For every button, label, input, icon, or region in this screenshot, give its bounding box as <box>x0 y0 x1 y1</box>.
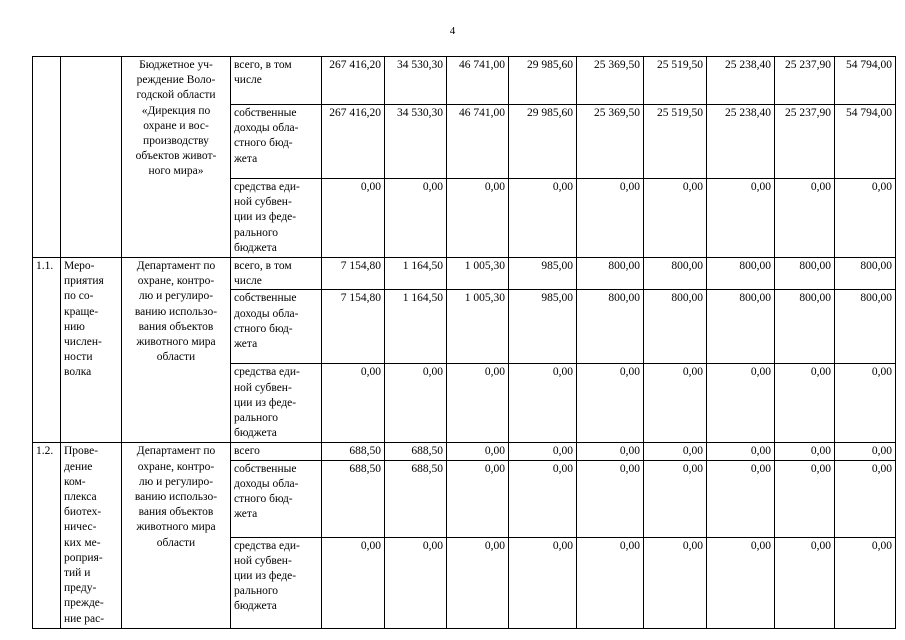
value-2020: 0,00 <box>775 537 835 628</box>
value-2015: 0,00 <box>447 443 509 460</box>
value-2017: 0,00 <box>577 179 644 258</box>
table-row <box>33 258 896 290</box>
value-2019: 0,00 <box>707 179 775 258</box>
value-2019: 0,00 <box>707 443 775 460</box>
table-row <box>33 443 896 460</box>
value-2020: 0,00 <box>775 460 835 537</box>
executor-name: Департамент по охране, контро- лю и регулиро- ванию использо- вания объектов животного мира области <box>122 258 231 443</box>
value-2014: 0,00 <box>385 537 447 628</box>
value-2020: 0,00 <box>775 179 835 258</box>
event-name <box>61 57 122 258</box>
value-total: 267 416,20 <box>322 57 385 105</box>
value-total: 0,00 <box>322 179 385 258</box>
value-2018: 25 519,50 <box>644 105 707 179</box>
value-2020: 800,00 <box>775 290 835 364</box>
value-2019: 0,00 <box>707 460 775 537</box>
value-2017: 800,00 <box>577 290 644 364</box>
value-total: 267 416,20 <box>322 105 385 179</box>
value-2014: 688,50 <box>385 443 447 460</box>
value-2019: 800,00 <box>707 258 775 290</box>
value-2016: 0,00 <box>509 364 577 443</box>
funding-source: всего, в том числе <box>231 57 322 105</box>
value-2018: 0,00 <box>644 460 707 537</box>
value-2018: 0,00 <box>644 443 707 460</box>
value-2017: 25 369,50 <box>577 57 644 105</box>
funding-source: всего <box>231 443 322 460</box>
value-2014: 688,50 <box>385 460 447 537</box>
value-2014: 34 530,30 <box>385 105 447 179</box>
value-2016: 985,00 <box>509 290 577 364</box>
row-index <box>33 57 61 258</box>
budget-table <box>32 56 896 629</box>
value-2018: 0,00 <box>644 537 707 628</box>
value-2021: 800,00 <box>835 258 896 290</box>
funding-source: собственные доходы обла- стного бюд- жета <box>231 290 322 364</box>
value-2014: 1 164,50 <box>385 258 447 290</box>
row-index: 1.2. <box>33 443 61 628</box>
value-total: 688,50 <box>322 443 385 460</box>
value-2019: 0,00 <box>707 537 775 628</box>
value-2020: 25 237,90 <box>775 105 835 179</box>
event-name: Прове- дение ком- плекса биотех- ничес- ких ме- роприя- тий и преду- прежде- ние рас- <box>61 443 122 628</box>
value-2021: 0,00 <box>835 460 896 537</box>
value-2017: 0,00 <box>577 364 644 443</box>
value-2018: 800,00 <box>644 290 707 364</box>
value-2017: 0,00 <box>577 460 644 537</box>
value-2016: 0,00 <box>509 537 577 628</box>
value-2018: 800,00 <box>644 258 707 290</box>
value-2015: 0,00 <box>447 537 509 628</box>
value-2019: 800,00 <box>707 290 775 364</box>
funding-source: средства еди- ной субвен- ции из феде- рального бюджета <box>231 537 322 628</box>
value-2017: 800,00 <box>577 258 644 290</box>
executor-name: Департамент по охране, контро- лю и регулиро- ванию использо- вания объектов животного мира области <box>122 443 231 628</box>
value-2015: 0,00 <box>447 460 509 537</box>
row-index: 1.1. <box>33 258 61 443</box>
value-2019: 25 238,40 <box>707 57 775 105</box>
event-name: Меро- приятия по со- краще- нию числен- ности волка <box>61 258 122 443</box>
value-2014: 0,00 <box>385 179 447 258</box>
value-2016: 29 985,60 <box>509 57 577 105</box>
value-2021: 0,00 <box>835 364 896 443</box>
value-2021: 0,00 <box>835 179 896 258</box>
value-2021: 54 794,00 <box>835 57 896 105</box>
value-2020: 0,00 <box>775 443 835 460</box>
funding-source: собственные доходы обла- стного бюд- жета <box>231 105 322 179</box>
value-total: 0,00 <box>322 537 385 628</box>
value-2017: 0,00 <box>577 443 644 460</box>
value-2019: 25 238,40 <box>707 105 775 179</box>
value-2016: 29 985,60 <box>509 105 577 179</box>
funding-source: средства еди- ной субвен- ции из феде- рального бюджета <box>231 179 322 258</box>
value-2021: 800,00 <box>835 290 896 364</box>
value-2015: 0,00 <box>447 364 509 443</box>
page-number: 4 <box>449 25 456 37</box>
value-2020: 0,00 <box>775 364 835 443</box>
funding-source: средства еди- ной субвен- ции из феде- рального бюджета <box>231 364 322 443</box>
value-2018: 0,00 <box>644 179 707 258</box>
value-2015: 1 005,30 <box>447 290 509 364</box>
value-2021: 0,00 <box>835 537 896 628</box>
funding-source: всего, в том числе <box>231 258 322 290</box>
value-total: 0,00 <box>322 364 385 443</box>
value-2016: 0,00 <box>509 443 577 460</box>
value-total: 688,50 <box>322 460 385 537</box>
value-total: 7 154,80 <box>322 290 385 364</box>
table-row <box>33 57 896 105</box>
value-2015: 46 741,00 <box>447 57 509 105</box>
value-2021: 54 794,00 <box>835 105 896 179</box>
value-2020: 800,00 <box>775 258 835 290</box>
value-2016: 0,00 <box>509 460 577 537</box>
value-2018: 25 519,50 <box>644 57 707 105</box>
value-total: 7 154,80 <box>322 258 385 290</box>
value-2016: 0,00 <box>509 179 577 258</box>
executor-name: Бюджетное уч- реждение Воло- годской области «Дирекция по охране и вос- производству объектов живот- ного мира» <box>122 57 231 258</box>
value-2014: 34 530,30 <box>385 57 447 105</box>
value-2014: 0,00 <box>385 364 447 443</box>
value-2019: 0,00 <box>707 364 775 443</box>
value-2017: 0,00 <box>577 537 644 628</box>
value-2018: 0,00 <box>644 364 707 443</box>
value-2015: 1 005,30 <box>447 258 509 290</box>
value-2020: 25 237,90 <box>775 57 835 105</box>
value-2021: 0,00 <box>835 443 896 460</box>
funding-source: собственные доходы обла- стного бюд- жета <box>231 460 322 537</box>
value-2017: 25 369,50 <box>577 105 644 179</box>
value-2014: 1 164,50 <box>385 290 447 364</box>
value-2015: 46 741,00 <box>447 105 509 179</box>
value-2016: 985,00 <box>509 258 577 290</box>
value-2015: 0,00 <box>447 179 509 258</box>
